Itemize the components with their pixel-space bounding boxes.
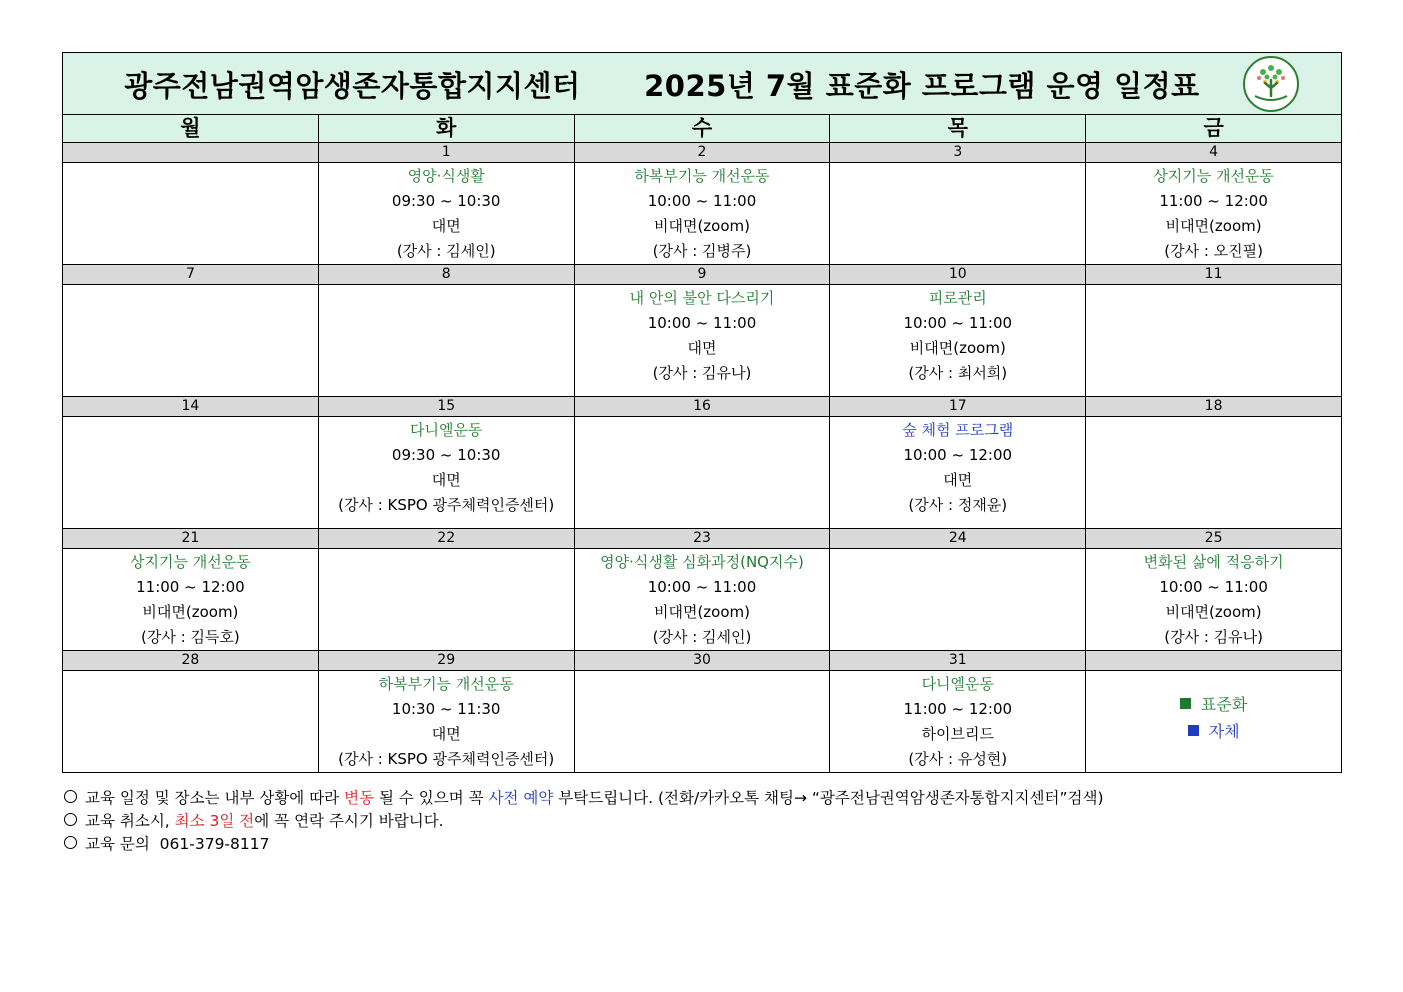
program-entry — [319, 671, 574, 772]
program-instructor: (강사 : 오진필) — [1164, 242, 1263, 260]
date-number: 14 — [63, 397, 319, 417]
program-name: 숲 체험 프로그램 — [902, 421, 1014, 439]
empty-cell — [63, 417, 319, 529]
page-title — [63, 53, 1261, 115]
date-number: 21 — [63, 529, 319, 549]
program-cell — [63, 549, 319, 651]
program-instructor: (강사 : KSPO 광주체력인증센터) — [338, 496, 555, 514]
program-cell — [1086, 549, 1342, 651]
empty-cell — [1086, 285, 1342, 397]
program-mode: 대면 — [687, 339, 717, 357]
program-cell — [574, 163, 830, 265]
empty-cell — [830, 549, 1086, 651]
date-number: 25 — [1086, 529, 1342, 549]
program-entry — [575, 163, 830, 264]
program-cell — [318, 163, 574, 265]
program-name: 피로관리 — [928, 289, 987, 307]
center-name: 광주전남권역암생존자통합지지센터 — [124, 69, 581, 103]
date-number: 4 — [1086, 143, 1342, 163]
weeks-body — [63, 143, 1342, 773]
weekday-tue: 화 — [318, 115, 574, 143]
program-time: 11:00 ~ 12:00 — [136, 578, 245, 596]
empty-cell — [830, 163, 1086, 265]
schedule-sheet — [62, 52, 1342, 773]
note-schedule-change: 교육 일정 및 장소는 내부 상황에 따라 변동 될 수 있으며 꼭 사전 예약 부탁드립니다. (전화/카카오톡 채팅→ “광주전남권역암생존자통합지지센터”검색) — [64, 787, 1104, 810]
calendar-table — [62, 114, 1342, 773]
date-number: 22 — [318, 529, 574, 549]
program-entry — [63, 549, 318, 650]
legend-label: 표준화 — [1200, 695, 1248, 714]
legend-square-icon — [1180, 698, 1191, 709]
program-entry — [319, 417, 574, 518]
legend-cell — [1086, 671, 1342, 773]
legend-item — [1086, 718, 1341, 745]
program-instructor: (강사 : 김유나) — [652, 364, 752, 382]
weekday-fri: 금 — [1086, 115, 1342, 143]
weekday-thu: 목 — [830, 115, 1086, 143]
date-number: 1 — [318, 143, 574, 163]
program-name: 내 안의 불안 다스리기 — [629, 289, 775, 307]
program-time: 10:00 ~ 11:00 — [903, 314, 1013, 332]
program-time: 09:30 ~ 10:30 — [391, 446, 501, 464]
program-entry — [575, 549, 830, 650]
circle-bullet-icon — [64, 813, 77, 826]
date-number: 24 — [830, 529, 1086, 549]
date-number: 15 — [318, 397, 574, 417]
program-row — [63, 285, 1342, 397]
program-instructor: (강사 : 김병주) — [652, 242, 752, 260]
program-cell — [318, 417, 574, 529]
date-number: 2 — [574, 143, 830, 163]
program-cell — [830, 671, 1086, 773]
program-row — [63, 163, 1342, 265]
date-number: 3 — [830, 143, 1086, 163]
empty-cell — [1086, 417, 1342, 529]
program-name: 하복부기능 개선운동 — [378, 675, 514, 693]
program-entry — [319, 163, 574, 264]
program-name: 변화된 삶에 적응하기 — [1143, 553, 1284, 571]
program-entry — [830, 285, 1085, 386]
program-time: 10:30 ~ 11:30 — [391, 700, 501, 718]
program-name: 다니엘운동 — [921, 675, 995, 693]
program-time: 10:00 ~ 11:00 — [1159, 578, 1268, 596]
program-mode: 대면 — [431, 471, 461, 489]
date-number: 16 — [574, 397, 830, 417]
program-instructor: (강사 : 김유나) — [1164, 628, 1263, 646]
program-cell — [830, 417, 1086, 529]
legend-square-icon — [1188, 725, 1199, 736]
empty-cell — [318, 549, 574, 651]
date-number: 28 — [63, 651, 319, 671]
note-contact: 교육 문의 061-379-8117 — [64, 833, 1104, 856]
program-mode: 비대면(zoom) — [653, 603, 750, 621]
program-mode: 대면 — [943, 471, 973, 489]
legend-item — [1086, 691, 1341, 718]
program-name: 상지기능 개선운동 — [1153, 167, 1274, 185]
program-name: 하복부기능 개선운동 — [634, 167, 770, 185]
date-row — [63, 265, 1342, 285]
program-time: 10:00 ~ 12:00 — [903, 446, 1013, 464]
legend — [1086, 671, 1341, 745]
program-cell — [830, 285, 1086, 397]
title-bar — [62, 52, 1342, 114]
circle-bullet-icon — [64, 836, 77, 849]
date-number: 17 — [830, 397, 1086, 417]
empty-cell — [63, 671, 319, 773]
program-row — [63, 549, 1342, 651]
date-number — [1086, 651, 1342, 671]
program-cell — [1086, 163, 1342, 265]
program-entry — [1086, 549, 1341, 650]
program-instructor: (강사 : 최서희) — [908, 364, 1008, 382]
program-time: 11:00 ~ 12:00 — [903, 700, 1013, 718]
circle-bullet-icon — [64, 790, 77, 803]
program-name: 다니엘운동 — [409, 421, 483, 439]
date-number: 30 — [574, 651, 830, 671]
program-instructor: (강사 : 김세인) — [652, 628, 752, 646]
date-number: 29 — [318, 651, 574, 671]
program-mode: 비대면(zoom) — [909, 339, 1006, 357]
program-time: 11:00 ~ 12:00 — [1159, 192, 1268, 210]
program-mode: 비대면(zoom) — [142, 603, 239, 621]
date-number: 7 — [63, 265, 319, 285]
program-entry — [830, 671, 1085, 772]
empty-cell — [574, 417, 830, 529]
weekday-mon: 월 — [63, 115, 319, 143]
program-time: 10:00 ~ 11:00 — [647, 578, 757, 596]
legend-label: 자체 — [1208, 722, 1240, 741]
notes — [64, 787, 1104, 856]
empty-cell — [318, 285, 574, 397]
program-mode: 대면 — [431, 217, 461, 235]
empty-cell — [574, 671, 830, 773]
date-number: 18 — [1086, 397, 1342, 417]
program-entry — [575, 285, 830, 386]
empty-cell — [63, 163, 319, 265]
program-name: 영양·식생활 심화과정(NQ지수) — [600, 553, 804, 571]
program-cell — [574, 549, 830, 651]
program-entry — [1086, 163, 1341, 264]
program-mode: 비대면(zoom) — [1165, 217, 1262, 235]
center-logo-icon — [1243, 56, 1299, 112]
date-row — [63, 397, 1342, 417]
program-row — [63, 671, 1342, 773]
weekday-header-row — [63, 115, 1342, 143]
date-row — [63, 651, 1342, 671]
program-mode: 대면 — [431, 725, 461, 743]
program-instructor: (강사 : KSPO 광주체력인증센터) — [338, 750, 555, 768]
program-instructor: (강사 : 김세인) — [396, 242, 496, 260]
program-mode: 하이브리드 — [921, 725, 995, 743]
note-cancellation: 교육 취소시, 최소 3일 전에 꼭 연락 주시기 바랍니다. — [64, 810, 1104, 833]
program-instructor: (강사 : 김득호) — [141, 628, 240, 646]
date-number: 8 — [318, 265, 574, 285]
date-number: 31 — [830, 651, 1086, 671]
program-time: 10:00 ~ 11:00 — [647, 192, 757, 210]
program-instructor: (강사 : 정재윤) — [908, 496, 1008, 514]
date-number: 23 — [574, 529, 830, 549]
program-time: 10:00 ~ 11:00 — [647, 314, 757, 332]
date-row — [63, 529, 1342, 549]
date-number: 11 — [1086, 265, 1342, 285]
weekday-wed: 수 — [574, 115, 830, 143]
program-cell — [318, 671, 574, 773]
program-entry — [830, 417, 1085, 518]
program-row — [63, 417, 1342, 529]
date-number: 9 — [574, 265, 830, 285]
program-mode: 비대면(zoom) — [1165, 603, 1262, 621]
empty-cell — [63, 285, 319, 397]
program-cell — [574, 285, 830, 397]
program-name: 상지기능 개선운동 — [130, 553, 251, 571]
program-name: 영양·식생활 — [407, 167, 485, 185]
program-instructor: (강사 : 유성현) — [908, 750, 1008, 768]
date-row — [63, 143, 1342, 163]
date-number: 10 — [830, 265, 1086, 285]
date-number — [63, 143, 319, 163]
program-time: 09:30 ~ 10:30 — [391, 192, 501, 210]
schedule-name: 2025년 7월 표준화 프로그램 운영 일정표 — [644, 69, 1200, 103]
program-mode: 비대면(zoom) — [653, 217, 750, 235]
